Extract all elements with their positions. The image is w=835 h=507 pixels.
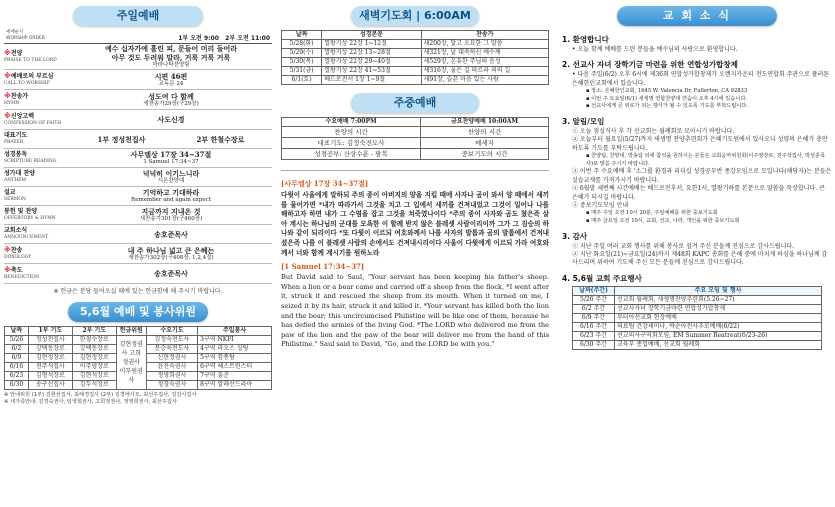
event-cell: 6/23 주간 — [573, 331, 615, 340]
serve-table — [4, 326, 272, 390]
worship-label-en: ANTHEM — [4, 178, 27, 183]
worship-row — [4, 264, 272, 284]
serve-cell: 한철수장로 — [72, 336, 116, 345]
serve-cell: 6/30 — [5, 381, 29, 390]
serve-cell: 정경숙권사 — [146, 381, 197, 390]
worship-content: 사무엘상 17장 34~37절 — [130, 150, 212, 159]
weekday-row — [282, 138, 549, 149]
worship-label-en: HYMN — [4, 101, 20, 106]
worship-content: 성도여 다 함께 — [148, 91, 194, 101]
serve-cell: 신현정권사 — [146, 354, 197, 363]
serve-header: 1부 기도 — [28, 327, 72, 336]
dawn-cell: 베드로전서 1장 1~9절 — [322, 76, 421, 85]
worship-label-ko: 교회소식 — [4, 227, 28, 234]
news-line: • 오늘 함께 예배를 드린 분들을 예수님의 사랑으로 환영합니다. — [572, 46, 738, 53]
worship-label-cell — [4, 264, 70, 284]
worship-label-ko: 봉헌 및 찬양 — [4, 208, 38, 215]
worship-label-cell — [4, 168, 70, 187]
worship-label-cell — [4, 70, 70, 90]
news-bullet: ▪ 찬양팀, 찬양대, 방송팀 외에 참석을 원하시는 분들은 교회음악위원회(이주영장로, 전주석집사, 박성훈목사)로 말씀 주시기 바랍니다. — [586, 153, 826, 167]
weekday-row — [282, 149, 549, 160]
weekday-row — [282, 127, 549, 138]
dawn-column — [281, 0, 549, 350]
news-column — [562, 0, 832, 350]
section-title: 4. 5,6월 교회 주요행사 — [562, 273, 642, 283]
service-time-1: 1부 오전 9:00 — [178, 35, 219, 42]
events-header: 날짜(주간) — [573, 286, 615, 295]
worship-content-cell — [70, 44, 272, 70]
serve-cell: 5구역 캄퐁탐 — [198, 354, 272, 363]
serve-header: 주일봉사 — [198, 327, 272, 336]
worship-content: 시편 46편 — [154, 71, 188, 81]
offering-note: ※ 헌금은 분당 들어오실 때에 있는 헌금함에 해 주시기 바랍니다. — [53, 288, 223, 295]
section-title: 2. 선교사 자녀 장학기금 마련을 위한 연합성가합창제 — [562, 60, 738, 70]
worship-label-cell — [4, 206, 70, 225]
worship-label-en: OFFERTORY & HYMN — [4, 216, 56, 221]
serve-cell: 6/23 — [5, 372, 29, 381]
serve-cell: 문승욱전도사 — [146, 345, 197, 354]
weekday-cell: 성경공부: 산상수훈 - 팔복 — [282, 149, 421, 160]
news-bullet: ▪ 매주 금요일 오전 10시, 교회, 선교, 나라, 개인을 위한 중보기도회 — [586, 218, 740, 225]
cross-mark: ※ — [4, 92, 11, 100]
news-bullet: ▪ 매주 주일 오전 10시 20분, 주일예배를 위한 중보기도회 — [586, 210, 718, 217]
prayer-second: 2부 한철수장로 — [196, 134, 245, 144]
news-line: ⑤ 중보기도모임 안내 — [572, 202, 629, 210]
serve-cell: 6/16 — [5, 363, 29, 372]
cross-mark: ※ — [4, 49, 11, 57]
serve-cell: 7구역 흥춘 — [198, 372, 272, 381]
worship-content: 기억하고 기대하라 — [142, 188, 200, 197]
worship-row — [4, 110, 272, 130]
worship-label-ko: ※축도 — [4, 266, 23, 274]
worship-content: 송호준목사 — [154, 229, 188, 239]
worship-content-2: 아무 것도 두려워 말라, 거룩 거룩 거룩 — [111, 53, 231, 62]
serve-row — [5, 336, 272, 345]
section-title: 3. 감사 — [562, 231, 588, 241]
events-header: 주요 모임 및 행사 — [615, 286, 822, 295]
dawn-cell: 열왕기상 22장 29~40절 — [322, 58, 421, 67]
news-bullet: ▪ 장소: 은혜한인교회, 1645 W. Valencia Dr, Fullerton, CA 92833 — [586, 88, 748, 95]
event-cell: 의료팀 건강세미나, 박순아전사추모예배(6/22) — [615, 322, 822, 331]
worship-label-ko: 성가대 찬양 — [4, 170, 36, 177]
prayer-split — [72, 135, 270, 144]
scripture-text-ko: 다윗이 사울에게 말하되 주의 종이 아버지의 양을 지킬 때에 사자나 곰이 와서 양 떼에서 새끼를 물어가면 *내가 따라가서 그것을 치고 그 입에서 새끼를 건져내었고 그것이 일어나 나를 해하고자 하면 내가 그 수염을 잡고 그것을 쳐죽였나이다 *주의 종이 사자와 곰도 쳤은즉 살아 계시는 하나님의 군대를 모욕한 이 할례 받지 않은 블레셋 사람이리이까 그가 그 짐승의 하나와 같이 되리이다 *또 다윗이 이르되 여호와께서 나를 사자의 발톱과 곰의 발톱에서 건져내셨은즉 나를 이 블레셋 사람의 손에서도 건져내시리이다 사울이 다윗에게 이르되 가라 여호와께서 너와 함께 계시기를 원하노라 — [281, 191, 549, 257]
worship-content-cell — [70, 149, 272, 168]
worship-label-cell — [4, 149, 70, 168]
worship-sub: 1 Samuel 17:34~37 — [143, 159, 199, 165]
worship-label-ko: ※찬송가 — [4, 92, 29, 100]
worship-content-cell — [70, 187, 272, 206]
worship-content-cell — [70, 244, 272, 264]
serve-cell: 김현정장로 — [28, 354, 72, 363]
serve-cell: 6/9 — [5, 354, 29, 363]
weekday-cell: 메세지 — [421, 138, 549, 149]
worship-sub: 새찬송가29장(구29장) — [143, 100, 199, 107]
serve-cell: 김현정장로 — [72, 354, 116, 363]
serve-cell: 5/26 — [5, 336, 29, 345]
serve-cell: 6구역 헤스트린스티 — [198, 363, 272, 372]
serve-cell: 김현석장로 — [72, 372, 116, 381]
dawn-row — [282, 49, 549, 58]
worship-row — [4, 130, 272, 149]
worship-row — [4, 187, 272, 206]
dawn-cell: 새91장, 슬픈 마음 있는 사람 — [421, 76, 548, 85]
news-title: 교 회 소 식 — [617, 6, 777, 26]
service-time-2: 2부 오전 11:00 — [225, 35, 270, 42]
serve-cell: 3구역 NKFI — [198, 336, 272, 345]
dawn-row — [282, 67, 549, 76]
weekday-title: 주중예배 — [351, 93, 479, 113]
dawn-header: 찬송가 — [421, 31, 548, 40]
dawn-cell: 6/1(토) — [282, 76, 322, 85]
dawn-cell: 열왕기상 22장 41~53절 — [322, 67, 421, 76]
worship-label-en: DOXOLOGY — [4, 255, 32, 260]
worship-label-en: SERMON — [4, 197, 26, 202]
scripture-ref-ko: [사무엘상 17장 34~37절] — [281, 179, 369, 188]
serve-cell: 김두석장로 — [72, 381, 116, 390]
scripture-section — [281, 170, 549, 350]
dawn-header: 성경본문 — [322, 31, 421, 40]
cross-mark: ※ — [4, 266, 11, 274]
serve-cell: 6/2 — [5, 345, 29, 354]
worship-content-cell — [70, 110, 272, 130]
serve-notes — [4, 392, 272, 406]
dawn-cell: 열왕기상 22장 13~28절 — [322, 49, 421, 58]
dawn-cell: 새529장, 온유한 주님의 음성 — [421, 58, 548, 67]
event-cell: 6/2 주간 — [573, 304, 615, 313]
worship-label-en: BENEDICTION — [4, 275, 40, 280]
event-cell: 선교사자녀 장학기금마련 연합성가합창제 — [615, 304, 822, 313]
worship-label-en: SCRIPTURE READING — [4, 159, 57, 164]
worship-sub: 교독문 24 — [158, 80, 184, 87]
worship-label-en: CONFESSION OF FAITH — [4, 121, 62, 126]
serve-title: 5,6월 예배 및 봉사위원 — [68, 302, 208, 322]
worship-content-cell — [70, 90, 272, 110]
news-line: ② 지난 화요일(21)~금요일(24)까지 제48회 KAPC 총회를 은혜 중에 마치게 하심을 하나님께 감사드리며 위하여 기도해 주신 모든 분들께 진심으로 감사드립니다. — [572, 251, 828, 267]
worship-label-en: ANNOUNCEMENT — [4, 235, 49, 240]
worship-sub: 마라나타찬양팀 — [152, 62, 190, 68]
news-line: • 다음 주일(6/2) 오후 6시에 제36회 연합성가합창제가 오렌지카운티 전도연합회 주관으로 풀러튼 은혜한인교회에서 있습니다. — [572, 71, 830, 87]
worship-row — [4, 149, 272, 168]
worship-row — [4, 70, 272, 90]
worship-content: 지금까지 지내온 것 — [141, 207, 201, 216]
worship-content-cell — [70, 168, 272, 187]
event-row — [573, 313, 822, 322]
weekday-table — [281, 117, 549, 160]
scripture-ref-en: [1 Samuel 17:34~37] — [281, 262, 365, 272]
serve-cell: 김정숙전도사 — [146, 336, 197, 345]
worship-label-cell — [4, 187, 70, 206]
dawn-cell: 새321장, 날 대속하신 예수께 — [421, 49, 548, 58]
news-line: ① 지난 주일 여러 교회 행사를 위해 봉사로 섬겨 주신 분들께 진심으로 감사드립니다. — [572, 242, 795, 250]
worship-content: 사도신경 — [157, 115, 185, 124]
dawn-cell: 5/29(수) — [282, 49, 322, 58]
worship-row — [4, 90, 272, 110]
worship-label-cell — [4, 225, 70, 244]
serve-cell: 송구선집사 — [28, 381, 72, 390]
event-row — [573, 331, 822, 340]
serve-cell: 강택동장로 — [28, 345, 72, 354]
news-body — [562, 34, 832, 350]
section-title: 1. 환영합니다 — [562, 35, 609, 44]
cross-mark: ※ — [4, 72, 11, 80]
weekday-cell: 중보기도의 시간 — [421, 149, 549, 160]
worship-order-table — [4, 43, 272, 284]
dawn-table — [281, 30, 549, 85]
worship-label-cell — [4, 244, 70, 264]
worship-label-en: PRAYER — [4, 140, 24, 145]
worship-sub: 새찬송가301장(구460장) — [139, 216, 203, 222]
serve-note: ※ 새가족안내: 김경숙권사, 임영희권사, 고희정권사, 정영희권사, 최선주집사 — [4, 399, 177, 405]
event-cell: 6/9 주간 — [573, 313, 615, 322]
dawn-row — [282, 58, 549, 67]
dawn-row — [282, 76, 549, 85]
worship-label-ko: 설교 — [4, 189, 16, 196]
worship-label-cell — [4, 44, 70, 70]
dawn-header: 날짜 — [282, 31, 322, 40]
worship-label-ko: 성경봉독 — [4, 151, 28, 158]
order-label-ko: 예배순서 — [6, 30, 24, 35]
worship-content-cell — [70, 206, 272, 225]
dawn-cell: 열왕기상 22장 1~12절 — [322, 40, 421, 49]
serve-cell: 김형석장로 — [28, 372, 72, 381]
dawn-cell: 5/31(금) — [282, 67, 322, 76]
serve-cell: 이주영장로 — [72, 363, 116, 372]
cross-mark: ※ — [4, 246, 11, 254]
dawn-cell: 5/28(화) — [282, 40, 322, 49]
weekday-cell: 찬양의 시간 — [282, 127, 421, 138]
event-row — [573, 295, 822, 304]
serve-note: ※ 안내위원 (1부) 김현선집사, 최해경집사 (2부) 김경애사모, 최선주집사, 김감사집사 — [4, 392, 197, 398]
weekday-cell: 찬양의 시간 — [421, 127, 549, 138]
worship-content-cell — [70, 264, 272, 284]
worship-label-cell — [4, 130, 70, 149]
serve-cell: 4구역 라오스 싱팅 — [198, 345, 272, 354]
worship-label-ko: 대표기도 — [4, 132, 28, 139]
worship-label-cell — [4, 110, 70, 130]
worship-row — [4, 225, 272, 244]
cross-mark: ※ — [4, 112, 11, 120]
worship-label-cell — [4, 90, 70, 110]
event-row — [573, 304, 822, 313]
dawn-cell: 새316장, 울은 길 따르라 의의 길 — [421, 67, 548, 76]
serve-cell: 전주석집사 — [28, 363, 72, 372]
worship-content: 예수 십자가에 흘린 피, 문들어 머리 들어라 — [104, 44, 237, 53]
serve-cell: 강택동장로 — [72, 345, 116, 354]
event-cell: 루터아선교회 현장예배 — [615, 313, 822, 322]
worship-content: 송호준목사 — [154, 269, 188, 278]
prayer-first: 1부 정성천집사 — [97, 134, 146, 144]
offering-members-cell: 김현정권사 고희정권사 이부원권사 — [116, 336, 146, 390]
dawn-row — [282, 40, 549, 49]
serve-header: 수요기도 — [146, 327, 197, 336]
worship-row — [4, 206, 272, 225]
worship-content-cell — [70, 225, 272, 244]
worship-content-cell — [70, 130, 272, 149]
news-line: ③ 이번 주 수요예배 후 '소그룹 환경과 리더십 성경공부반 종강모임으로 모입니다(해당자)는 분들은 실습교재를 가져가시기 바랍니다. — [572, 168, 832, 184]
worship-label-ko: ※예배로의 부르심 — [4, 72, 54, 80]
worship-label-ko: ※찬송 — [4, 246, 23, 254]
worship-label-ko: ※신앙고백 — [4, 112, 34, 120]
dawn-cell: 5/30(목) — [282, 58, 322, 67]
event-cell: 교육부 종업예배, 선교회 월례회 — [615, 340, 822, 349]
news-bullet: ▪ 이번 주 토요일(6/1) 새생명 연합찬양대 연습이 오후 4시에 있습니다. — [586, 95, 747, 102]
worship-row — [4, 168, 272, 187]
worship-content: 넉넉히 이기느니라 — [142, 169, 200, 178]
section-title: 3. 알림/모임 — [562, 117, 605, 126]
event-cell: 6/30 주간 — [573, 340, 615, 349]
event-cell: 선교회 월례회, 새생명찬양추련회(5.26~27) — [615, 295, 822, 304]
worship-content: 내 주 하나님 넓고 큰 은혜는 — [127, 245, 215, 255]
worship-column — [4, 0, 272, 406]
worship-row — [4, 244, 272, 264]
order-label-en: WORSHIP ORDER — [6, 36, 45, 41]
news-line: ② 오늘부터 월요일(5/27)까지 새생명 찬양추련회가 은혜기도원에서 있사오니 성령의 은혜가 충만하도록 기도를 부탁드립니다. — [572, 136, 828, 152]
worship-title: 주일예배 — [73, 6, 203, 26]
serve-header: 헌금위원 — [116, 327, 146, 336]
serve-header: 2부 기도 — [72, 327, 116, 336]
events-header-row — [573, 286, 822, 295]
event-cell: 5/26 주간 — [573, 295, 615, 304]
serve-header: 날짜 — [5, 327, 29, 336]
dawn-title: 새벽기도회 | 6:00AM — [351, 6, 479, 26]
worship-content-cell — [70, 70, 272, 90]
news-line: ① 오늘 점심식사 후 각 선교회는 월례회로 모이시기 바랍니다. — [572, 128, 735, 135]
weekday-cell: 대표기도: 김정숙전도사 — [282, 138, 421, 149]
worship-sub: 새찬송가302장(구408장, 1,2,4절) — [128, 254, 214, 261]
worship-label-en: CALL TO WORSHIP — [4, 81, 50, 86]
worship-row — [4, 44, 272, 70]
event-cell: 선교의사구역회모임, EM Summer Reatreat(6/23-26) — [615, 331, 822, 340]
worship-sub: Remember and again expect — [131, 197, 211, 203]
event-row — [573, 340, 822, 349]
weekday-header: 수요예배 7:00PM — [282, 118, 421, 127]
scripture-text-en: But David said to Saul, "Your servant has been keeping his father's sheep. When a lion or a bear came and carried off a sheep from the flock, *I went after it, struck it and rescued the sheep from its mouth. When it turned on me, I seized it by its hair, struck it and killed it. *Your servant has killed both the lion and the bear; this uncircumcised Philistine will be like one of them, because he has defied the armies of the living God. *The LORD who delivered me from the paw of the lion and the paw of the bear will deliver me from the hand of this Philistine." Saul said to David, "Go, and the LORD be with you." — [281, 273, 549, 349]
worship-label-en: PRAISE TO THE LORD — [4, 58, 57, 63]
news-line: ④ 6월말 세번째 시간예배는 베드로전후서, 요한1서, 열왕기하를 본문으로 말씀을 묵상합니다. 큰 은혜가 되시길 바랍니다. — [572, 185, 825, 201]
serve-cell: 정성천집사 — [28, 336, 72, 345]
event-row — [573, 322, 822, 331]
serve-cell: 8구역 알레산드라아 — [198, 381, 272, 390]
news-bullet: ▪ 선교사에게 큰 위로가 되는 행사가 될 수 있도록 기도를 부탁드립니다. — [586, 103, 748, 110]
serve-cell: 윤진숙권사 — [146, 363, 197, 372]
serve-cell: 정영희권사 — [146, 372, 197, 381]
weekday-header: 금요찬양예배 10:00AM — [421, 118, 549, 127]
order-header — [4, 30, 272, 42]
worship-sub: 시온찬양대 — [157, 178, 185, 184]
event-cell: 6/16 주간 — [573, 322, 615, 331]
worship-label-ko: ※전양 — [4, 49, 23, 57]
events-table — [572, 286, 822, 350]
dawn-cell: 새200장, 달고 오묘한 그 말씀 — [421, 40, 548, 49]
